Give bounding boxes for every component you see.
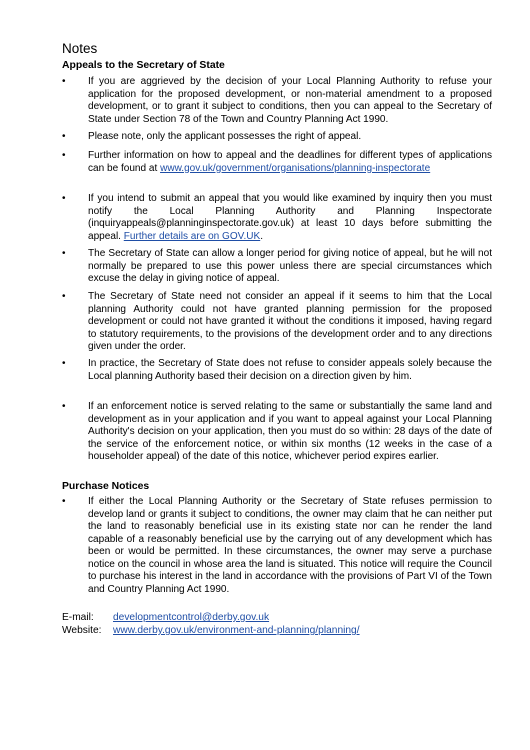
appeals-heading: Appeals to the Secretary of State [62, 60, 225, 71]
website-row [62, 625, 360, 638]
bullet: • [62, 150, 66, 161]
appeal-item-text: In practice, the Secretary of State does not refuse to consider appeals solely because the Local planning Authority based their decision on a direction given by him. [88, 358, 492, 382]
page-title: Notes [62, 41, 98, 56]
appeal-item-text: The Secretary of State need not consider an appeal if it seems to him that the Local planning Authority could not have granted planning permission for the proposed development or could not have granted it without the conditions it imposed, having regard to statutory requirements, to the provisions of the development order and to any directions given under the order. [88, 291, 492, 352]
bullet: • [62, 248, 66, 259]
bullet: • [62, 496, 66, 507]
gov-uk-details-link[interactable]: Further details are on GOV.UK [123, 230, 261, 242]
appeal-item-text-part: If you intend to submit an appeal that you would like examined by inquiry then you must notify the Local Planning Authority and Planning Inspectorate (inquiryappeals@planninginspectorate.gov.uk) at least 10 days before submitting the appeal. [88, 193, 492, 242]
appeal-item-text: The Secretary of State can allow a longer period for giving notice of appeal, but he will not normally be prepared to use this power unless there are special circumstances which excuse the delay in giving notice of appeal. [88, 248, 492, 284]
purchase-notices-heading: Purchase Notices [62, 481, 150, 492]
bullet: • [62, 358, 66, 369]
email-label: E-mail: [62, 612, 94, 623]
bullet: • [62, 401, 66, 412]
purchase-item-text: If either the Local Planning Authority or the Secretary of State refuses permission to develop land or grants it subject to conditions, the owner may claim that he can neither put the land to reasonably beneficial use in its existing state nor can he render the land capable of a reasonably beneficial use by the carrying out of any development which has been or would be permitted. In these circumstances, the owner may serve a purchase notice on the council in whose area the land is situated. This notice will require the Council to purchase his interest in the land in accordance with the provisions of Part VI of the Town and Country Planning Act 1990. [88, 496, 492, 595]
appeal-item-text [88, 193, 492, 243]
bullet: • [62, 76, 66, 87]
bullet: • [62, 291, 66, 302]
appeal-item-text: If an enforcement notice is served relating to the same or substantially the same land and development as in your application and if you want to appeal against your Local Planning Authority's decision on your application, then you must do so within: 28 days of the date of the service of the enforcement notice, or within six months (12 weeks in the case of a householder appeal) of the date of this notice, whichever period expires earlier. [88, 401, 492, 462]
appeal-item-text-part: Further information on how to appeal and the deadlines for different types of applications can be found at [88, 150, 492, 174]
appeal-item-text-end: . [260, 230, 264, 242]
email-link[interactable]: developmentcontrol@derby.gov.uk [113, 612, 270, 623]
bullet: • [62, 131, 66, 142]
bullet: • [62, 193, 66, 204]
appeal-item-text: If you are aggrieved by the decision of your Local Planning Authority to refuse your application for the proposed development, or non-material amendment to a proposed development, or to grant it subject to conditions, then you can appeal to the Secretary of State under Section 78 of the Town and Country Planning Act 1990. [88, 76, 492, 125]
website-label: Website: [62, 625, 102, 636]
email-row [62, 612, 269, 625]
appeal-item-text: Please note, only the applicant possesses the right of appeal. [88, 131, 362, 142]
planning-inspectorate-link[interactable]: www.gov.uk/government/organisations/planning-inspectorate [160, 162, 431, 174]
appeal-item-text [88, 150, 492, 175]
website-link[interactable]: www.derby.gov.uk/environment-and-planning/planning/ [113, 625, 360, 636]
